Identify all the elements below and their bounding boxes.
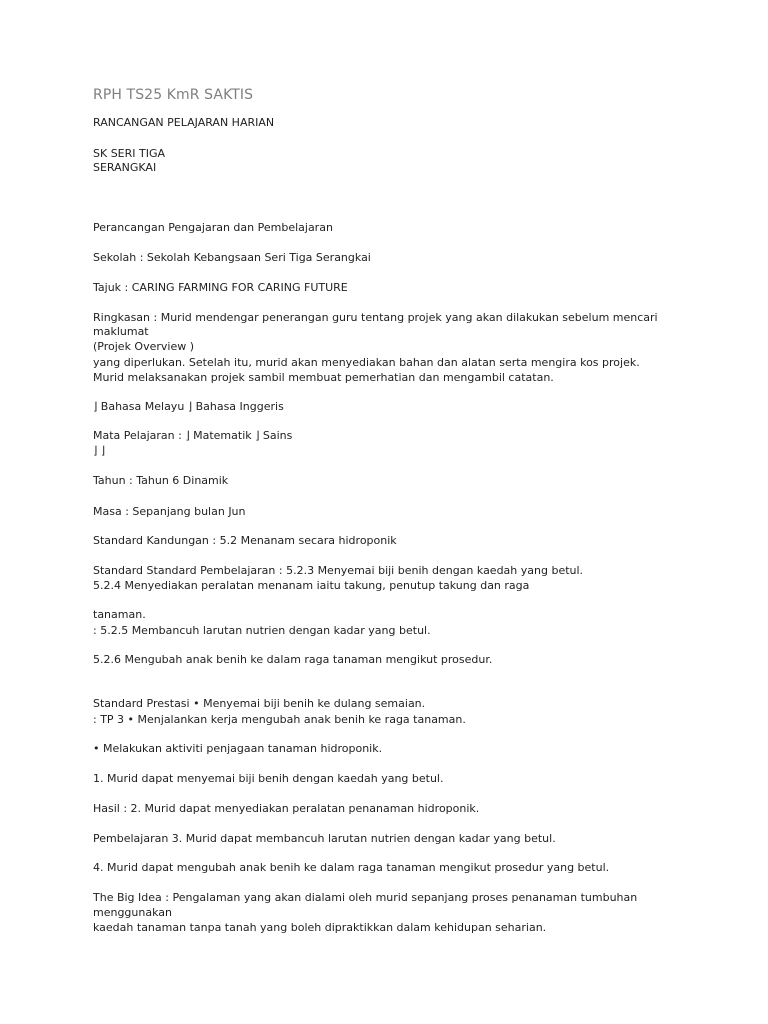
document-line: Sekolah : Sekolah Kebangsaan Seri Tiga Serangkai [93,251,371,264]
document-line: 1. Murid dapat menyemai biji benih dengan kaedah yang betul. [93,772,444,785]
document-line: The Big Idea : Pengalaman yang akan dialami oleh murid sepanjang proses penanaman tumbuhan [93,891,638,904]
document-line: tanaman. [93,608,146,621]
document-line: Tahun : Tahun 6 Dinamik [93,474,229,487]
document-line: 5.2.6 Mengubah anak benih ke dalam raga tanaman mengikut prosedur. [93,653,493,666]
document-line: RANCANGAN PELAJARAN HARIAN [93,116,275,129]
document-line: Murid melaksanakan projek sambil membuat pemerhatian dan mengambil catatan. [93,371,554,384]
document-line: Standard Kandungan : 5.2 Menanam secara hidroponik [93,534,397,547]
document-line: Mata Pelajaran : ⌋ Matematik ⌋ Sains [93,429,293,442]
document-line: maklumat [93,325,149,338]
document-line: ⌋ ⌋ [93,444,106,457]
document-line: : TP 3 • Menjalankan kerja mengubah anak benih ke raga tanaman. [93,713,466,726]
document-title: RPH TS25 KmR SAKTIS [93,87,254,103]
document-line: : 5.2.5 Membancuh larutan nutrien dengan kadar yang betul. [93,624,431,637]
document-line: (Projek Overview ) [93,340,195,353]
document-line: ⌋ Bahasa Melayu ⌋ Bahasa Inggeris [93,400,284,413]
document-line: 4. Murid dapat mengubah anak benih ke dalam raga tanaman mengikut prosedur yang betul. [93,861,610,874]
document-line: Hasil : 2. Murid dapat menyediakan peralatan penanaman hidroponik. [93,802,480,815]
document-line: SERANGKAI [93,161,157,174]
document-line: 5.2.4 Menyediakan peralatan menanam iaitu takung, penutup takung dan raga [93,579,530,592]
document-line: Perancangan Pengajaran dan Pembelajaran [93,221,333,234]
document-line: Ringkasan : Murid mendengar penerangan guru tentang projek yang akan dilakukan sebelum mencari [93,311,658,324]
document-line: Standard Prestasi • Menyemai biji benih ke dulang semaian. [93,697,426,710]
document-line: kaedah tanaman tanpa tanah yang boleh dipraktikkan dalam kehidupan seharian. [93,921,547,934]
document-line: Masa : Sepanjang bulan Jun [93,505,246,518]
document-line: • Melakukan aktiviti penjagaan tanaman hidroponik. [93,742,383,755]
document-line: menggunakan [93,906,172,919]
document-line: Tajuk : CARING FARMING FOR CARING FUTURE [93,281,348,294]
document-line: SK SERI TIGA [93,147,166,160]
document-line: Pembelajaran 3. Murid dapat membancuh larutan nutrien dengan kadar yang betul. [93,832,556,845]
document-line: yang diperlukan. Setelah itu, murid akan menyediakan bahan dan alatan serta mengira kos projek. [93,356,640,369]
document-line: Standard Standard Pembelajaran : 5.2.3 Menyemai biji benih dengan kaedah yang betul. [93,564,584,577]
